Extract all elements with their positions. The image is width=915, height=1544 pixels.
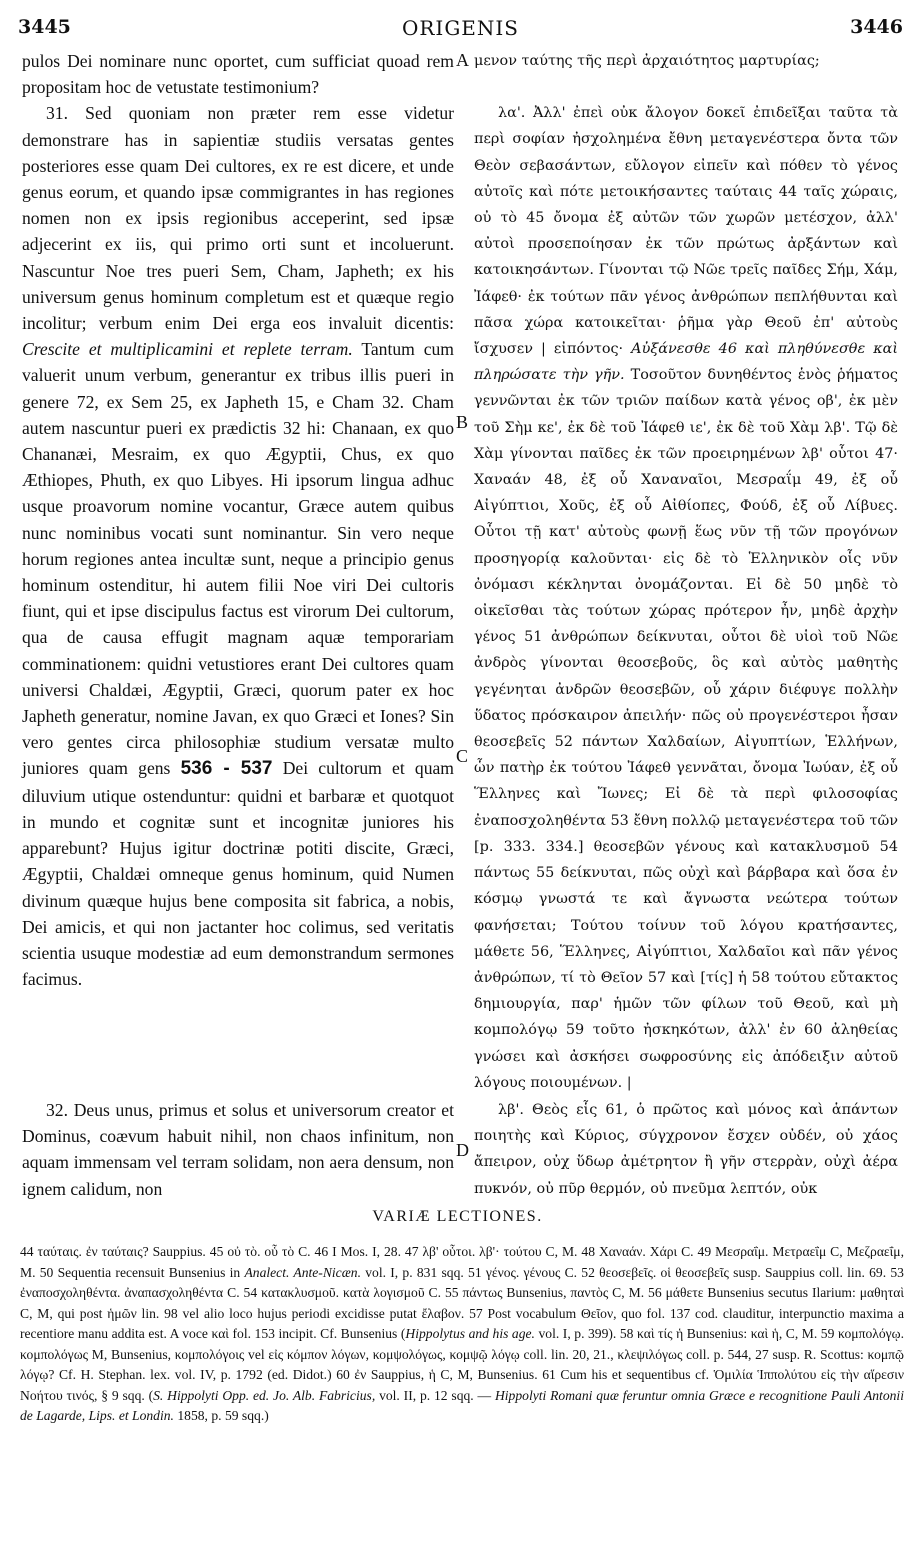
latin-quotation: Crescite et multiplicamini et replete terram. (22, 339, 353, 360)
latin-text: 31. Sed quoniam non præter rem esse videtur demonstrare has in sapientiæ studiis versatas gentes posteriores esse quam Dei cultores, ex re est dicere, et unde genus eorum, et quando ipsæ commigrantes in has regiones nomen non ex ipsis regionibus acceperint, sed ipsæ adjecerint ex iis, qui primo orti sunt et incoluerunt. Nascuntur Noe tres pueri Sem, Cham, Japheth; ex his universum genus hominum completum est et quæque regio incolitur; verbum enim Dei erga eos invaluit dicentis: (22, 103, 454, 334)
greek-quotation: Αὐξάνεσθε 46 καὶ πληθύνεσθε καὶ πληρώσατε τὴν γῆν. (474, 341, 898, 384)
greek-text: λβ'. Θεὸς εἷς 61, ὁ πρῶτος καὶ μόνος καὶ ἁπάντων ποιητὴς καὶ Κύριος, σύγχρονον ἔσχεν οὐδέν, οὐ χάος ἄπειρον, οὐχ ὕδωρ ἀμέτρητον ἢ γῆν στερρὰν, οὐχὶ ἀέρα πυκνόν, οὐ πῦρ θερμόν, οὐ πνεῦμα λεπτόν, οὐκ (474, 1102, 898, 1197)
running-title: ORIGENIS (401, 16, 520, 40)
note-text: 44 ταύταις. ἐν ταύταις? Sauppius. 45 οὐ τὸ. οὗ τὸ C. 46 I Mos. I, 28. 47 λβ' οὗτοι. λβ'· τούτου C, M. 48 Χαναάν. Χάρι C. 49 Μεσραΐμ. Μετραεΐμ C, Μεζραεΐμ, M. 50 Sequentia recensuit Bunsenius in (20, 1244, 904, 1280)
greek-column (474, 48, 898, 1096)
note-citation: Analect. Ante-Nicæn. (244, 1264, 361, 1280)
note-text: vol. I, p. 399). 58 καὶ τίς ἡ Bunsenius: καὶ ἡ, C, M. 59 κομπολόγῳ. κομπολόγως M, Bunsenius, κομπολόγοις vel εἰς κόμπον λόγων, κομψολόγως, κομψῷ λόγῳ coll. lin. 20, 21., κλεψιλόγως coll. p. 544, 27 susp. R. Scottus: κομπῷ λόγῳ? Cf. H. Stephan. lex. vol. IV, p. 1792 (ed. Didot.) 60 ἐν Sauppius, ἡ C, M, Bunsenius. 61 Cum his et sequentibus cf. Ὁμιλία Ἱππολύτου εἰς τὴν αἵρεσιν Νοήτου τινός, § 9 sqq. ( (20, 1326, 904, 1403)
latin-paragraph-continuation: pulos Dei nominare nunc oportet, cum sufficiat quoad rem propositam hoc de vetustate testimonium? (22, 51, 454, 98)
note-citation: Hippolyti Romani quæ feruntur omnia Græce e recognitione Pauli Antonii de Lagarde, Lips. et Londin. (20, 1387, 904, 1423)
page-number-left: 3445 (18, 16, 71, 38)
latin-column (22, 48, 454, 992)
section-marker-b: B (456, 412, 469, 432)
section-marker-c: C (456, 746, 469, 766)
variae-lectiones-heading: VARIÆ LECTIONES. (372, 1208, 543, 1225)
greek-paragraph-continuation: μενον ταύτης τῆς περὶ ἀρχαιότητος μαρτυρίας; (474, 53, 820, 69)
note-citation: S. Hippolyti Opp. ed. Jo. Alb. Fabricius, (153, 1387, 376, 1403)
page-header (18, 16, 903, 44)
variae-lectiones-notes (20, 1242, 904, 1427)
latin-text: Dei cultorum et quam diluvium utique ostenduntur: quidni et barbaræ et quotquot in mundo et cognitæ sunt et incognitæ juniores his apparebunt? Hujus igitur doctrinæ potiti discite, Græci, Ægyptii, Chaldæi omneque genus hominum, quid Numen divinum quæque hujus bene composita sit fabrica, a nobis, Dei amicis, et qui non jactanter hoc colimus, sed veritatis scientia usuque modestiæ ad eum demonstrandum sermones facimus. (22, 758, 454, 990)
migne-page-numbers: 536 - 537 (180, 758, 273, 780)
greek-paragraph-31 (474, 100, 898, 1096)
greek-paragraph-32 (474, 1097, 898, 1202)
greek-text: λα'. Ἀλλ' ἐπεὶ οὐκ ἄλογον δοκεῖ ἐπιδεῖξαι ταῦτα τὰ περὶ σοφίαν ἠσχολημένα ἔθνη μεταγενέστερα ὄντα τῶν Θεὸν σεβασάντων, εὔλογον εἰπεῖν καὶ πόθεν τὸ γένος αὐτοῖς καὶ πότε μετοικήσαντες ταύταις 44 ταῖς χώραις, οὐ τὸ 45 ὄνομα ἐξ αὐτῶν τῶν χωρῶν μετέσχον, ἀλλ' αὐτοὶ προσεποίησαν ἐκ τῶν πρώτως ἀρξάντων καὶ κατοικησάντων. Γίνονται τῷ Νῶε τρεῖς παῖδες Σήμ, Χάμ, Ἰάφεθ· ἐκ τούτων πᾶν γένος ἀνθρώπων πεπλήθυνται καὶ πᾶσα χώρα κατοικεῖται· ῥῆμα γὰρ Θεοῦ ἐπ' αὐτοὺς ἴσχυσεν | εἰπόντος· (474, 105, 898, 358)
latin-paragraph-32 (22, 1097, 454, 1202)
note-text: 1858, p. 59 sqq.) (177, 1408, 269, 1423)
note-text: vol. I, p. 831 sqq. 51 γένος. γένους C. 52 θεοσεβεῖς. οἱ θεοσεβεῖς susp. Sauppius coll. lin. 69. 53 ἐναποσχοληθέντα. ἀναπασχοληθέντα C. 54 κατακλυσμοῦ. κατὰ λογισμοῦ C. 55 πάντως Bunsenius, παντὸς C, M. 56 μάθετε Bunsenius secutus Ilarium: μαθηταὶ C, M, qui post ἡμῶν lin. 98 vel alio loco hujus periodi excidisse putat ἔλαβον. 57 Post vocabulum Θεῖον, quo fol. 137 cod. clauditur, interpunctio maxima a recentiore manu addita est. A voce καὶ fol. 153 incipit. Cf. Bunsenius ( (20, 1264, 904, 1341)
note-citation: Hippolytus and his age. (405, 1326, 535, 1341)
note-text: vol. II, p. 12 sqq. — (379, 1387, 492, 1403)
latin-text: Tantum cum valuerit unum verbum, generantur ex tribus illis pueri in genere 72, ex Sem 25, ex Japheth 15, e Cham 32. Cham autem nascuntur pueri ex prædictis 32 hi: Chanaan, ex quo Chananæi, Mesraim, ex quo Ægyptii, Chus, ex quo Æthiopes, Phuth, ex quo Libyes. Hi ipsorum lingua adhuc usque proavorum nomine vocantur, Græce autem quibus nunc nominibus vocati sunt nominantur. Sin vero neque horum regiones antea incultæ sunt, neque a principio genus hominum ostenditur, hi autem filii Noe viri Dei cultoris fiunt, qui et ipse discipulus factus est virorum Dei cultorum, qua de causa effugit magnam aquæ temporariam comminationem: quidni vetustiores erant Dei cultores quam universi Chaldæi, Ægyptii, Græci, quorum pater ex hoc Japheth generatur, nomine Javan, ex quo Græci et Iones? Sin vero gentes circa philosophiæ studium versatæ multo juniores quam gens (22, 339, 454, 779)
section-marker-a: A (456, 50, 469, 70)
latin-text: 32. Deus unus, primus et solus et universorum creator et Dominus, coævum habuit nihil, non chaos infinitum, non aquam immensam vel terram solidam, non aera densum, non ignem calidum, non (22, 1100, 454, 1199)
page-number-right: 3446 (850, 16, 903, 38)
section-marker-d: D (456, 1140, 469, 1160)
latin-paragraph-31 (22, 100, 454, 992)
greek-text: Τοσοῦτον δυνηθέντος ἑνὸς ῥήματος γεννῶνται ἐκ τῶν τριῶν παίδων κατὰ γένος οβ', ἐκ μὲν τοῦ Σὴμ κε', ἐκ δὲ τοῦ Ἰάφεθ ιε', ἐκ δὲ τοῦ Χὰμ λβ'. Τῷ δὲ Χὰμ γίνονται παῖδες ἐκ τῶν προειρημένων λβ' οὗτοι 47· Χαναάν 48, ἐξ οὗ Χαναναῖοι, Μεσραΐμ 49, ἐξ οὗ Αἰγύπτιοι, Χοῦς, ἐξ οὗ Αἰθίοπες, Φούδ, ἐξ οὗ Λίβυες. Οὗτοι τῇ κατ' αὐτοὺς φωνῇ ἕως νῦν τῇ τῶν προγόνων προσηγορίᾳ καλοῦνται· εἰς δὲ τὸ Ἑλληνικὸν οἷς νῦν ὀνόμασι κέκληνται ὀνομάζονται. Εἰ δὲ 50 μηδὲ τὸ οἰκεῖσθαι τὰς τούτων χώρας πρότερον ἦν, μηδὲ ἀρχὴν γένος 51 ἀνθρώπων δείκνυται, οὗτοι δὲ υἱοὶ τοῦ Νῶε ἀνδρὸς γίνονται θεοσεβοῦς, ὃς καὶ αὐτὸς μαθητὴς γεγένηται ἀνδρῶν θεοσεβῶν, οὗ χάριν διέφυγε πολλὴν ὕδατος πρόσκαιρον ἀπειλήν· πῶς οὐ προγενέστεροι ἦσαν θεοσεβεῖς 52 πάντων Χαλδαίων, Αἰγυπτίων, Ἑλλήνων, ὧν πατὴρ ἐκ τούτου Ἰάφεθ γεννᾶται, ὄνομα Ἰωύαν, ἐξ οὗ Ἕλληνες καὶ Ἴωνες; Εἰ δὲ τὰ περὶ φιλοσοφίας ἐναποσχοληθέντα 53 ἔθνη πολλῷ μεταγενέστερα τοῦ τῶν [p. 333. 334.] θεοσεβῶν γένους καὶ κατακλυσμοῦ 54 πάντως 55 δείκνυται, πῶς οὐχὶ καὶ βάρβαρα καὶ ὅσα ἐν κόσμῳ γνωστά τε καὶ ἄγνωστα νεώτερα τούτων φανήσεται; Τούτου τοίνυν τοῦ λόγου κρατήσαντες, μάθετε 56, Ἕλληνες, Αἰγύπτιοι, Χαλδαῖοι καὶ πᾶν γένος ἀνθρώπων, τί τὸ Θεῖον 57 καὶ [τίς] ἡ 58 τούτου εὔτακτος δημιουργία, παρ' ἡμῶν τῶν φίλων τοῦ Θεοῦ, καὶ μὴ κομπολόγῳ 59 τοῦτο ἠσκηκότων, ἀλλ' ἐν 60 ἀληθείας γνώσει καὶ ἀσκήσει σωφροσύνης εἰς ἀπόδειξιν αὐτοῦ λόγους ποιουμένων. | (474, 367, 898, 1091)
